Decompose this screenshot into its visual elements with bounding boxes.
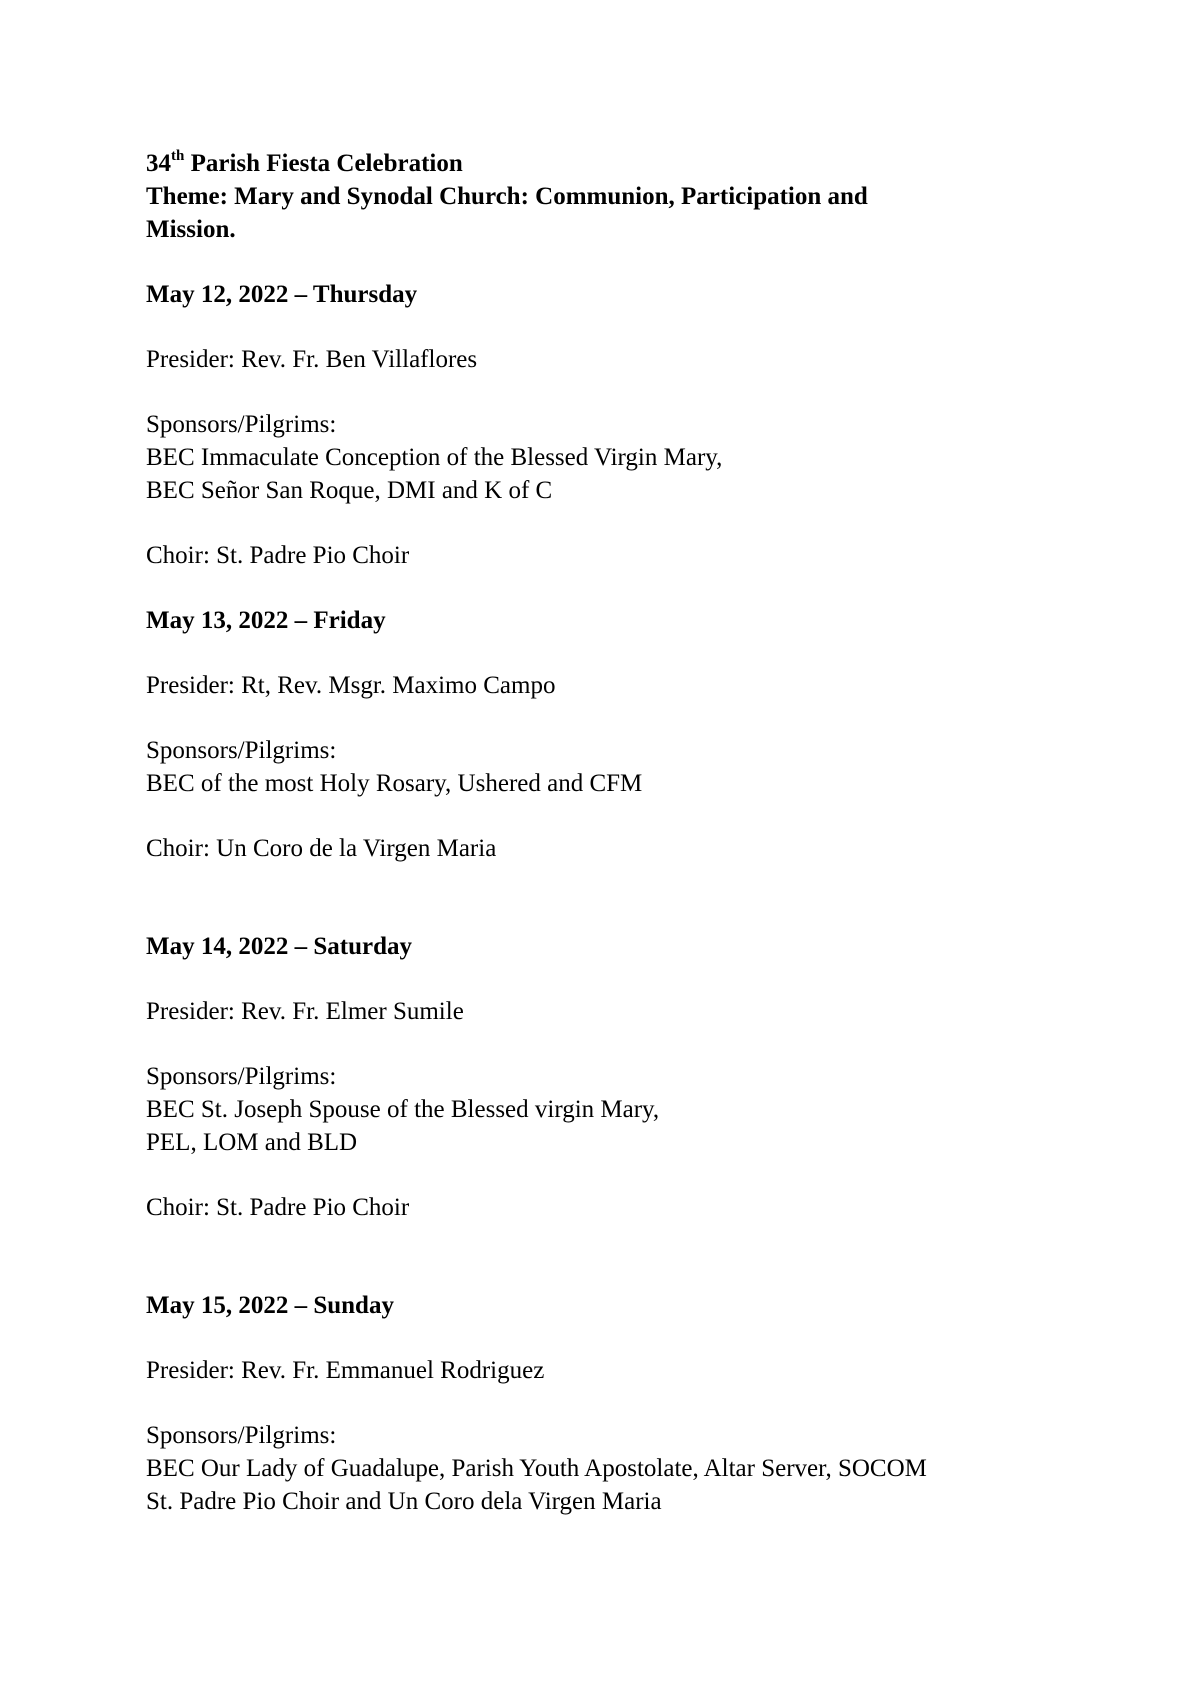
document-title xyxy=(146,148,1140,180)
theme-line-2: Mission. xyxy=(146,216,236,243)
sponsors-label: Sponsors/Pilgrims: xyxy=(146,411,337,438)
day-heading: May 12, 2022 – Thursday xyxy=(146,281,418,308)
day-heading: May 14, 2022 – Saturday xyxy=(146,933,412,960)
choir-line: Choir: St. Padre Pio Choir xyxy=(146,1194,410,1221)
theme-line-1: Theme: Mary and Synodal Church: Communion, Participation and xyxy=(146,183,868,210)
sponsor-line: BEC of the most Holy Rosary, Ushered and CFM xyxy=(146,770,643,797)
sponsor-line: BEC St. Joseph Spouse of the Blessed virgin Mary, xyxy=(146,1096,660,1123)
sponsor-line: BEC Our Lady of Guadalupe, Parish Youth Apostolate, Altar Server, SOCOM xyxy=(146,1455,927,1482)
sponsor-line: PEL, LOM and BLD xyxy=(146,1129,358,1156)
title-text: Parish Fiesta Celebration xyxy=(190,150,463,177)
title-ordinal-suffix: th xyxy=(171,148,185,164)
sponsor-line: BEC Immaculate Conception of the Blessed Virgin Mary, xyxy=(146,444,723,471)
presider-line: Presider: Rt, Rev. Msgr. Maximo Campo xyxy=(146,672,556,699)
sponsor-line: BEC Señor San Roque, DMI and K of C xyxy=(146,477,553,504)
day-heading: May 13, 2022 – Friday xyxy=(146,607,386,634)
sponsors-label: Sponsors/Pilgrims: xyxy=(146,737,337,764)
presider-line: Presider: Rev. Fr. Ben Villaflores xyxy=(146,346,478,373)
presider-line: Presider: Rev. Fr. Emmanuel Rodriguez xyxy=(146,1357,545,1384)
choir-line: Choir: St. Padre Pio Choir xyxy=(146,542,410,569)
sponsors-label: Sponsors/Pilgrims: xyxy=(146,1063,337,1090)
sponsor-line: St. Padre Pio Choir and Un Coro dela Virgen Maria xyxy=(146,1488,662,1515)
day-heading: May 15, 2022 – Sunday xyxy=(146,1292,394,1319)
sponsors-label: Sponsors/Pilgrims: xyxy=(146,1422,337,1449)
choir-line: Choir: Un Coro de la Virgen Maria xyxy=(146,835,497,862)
presider-line: Presider: Rev. Fr. Elmer Sumile xyxy=(146,998,464,1025)
title-number: 34 xyxy=(146,150,171,177)
